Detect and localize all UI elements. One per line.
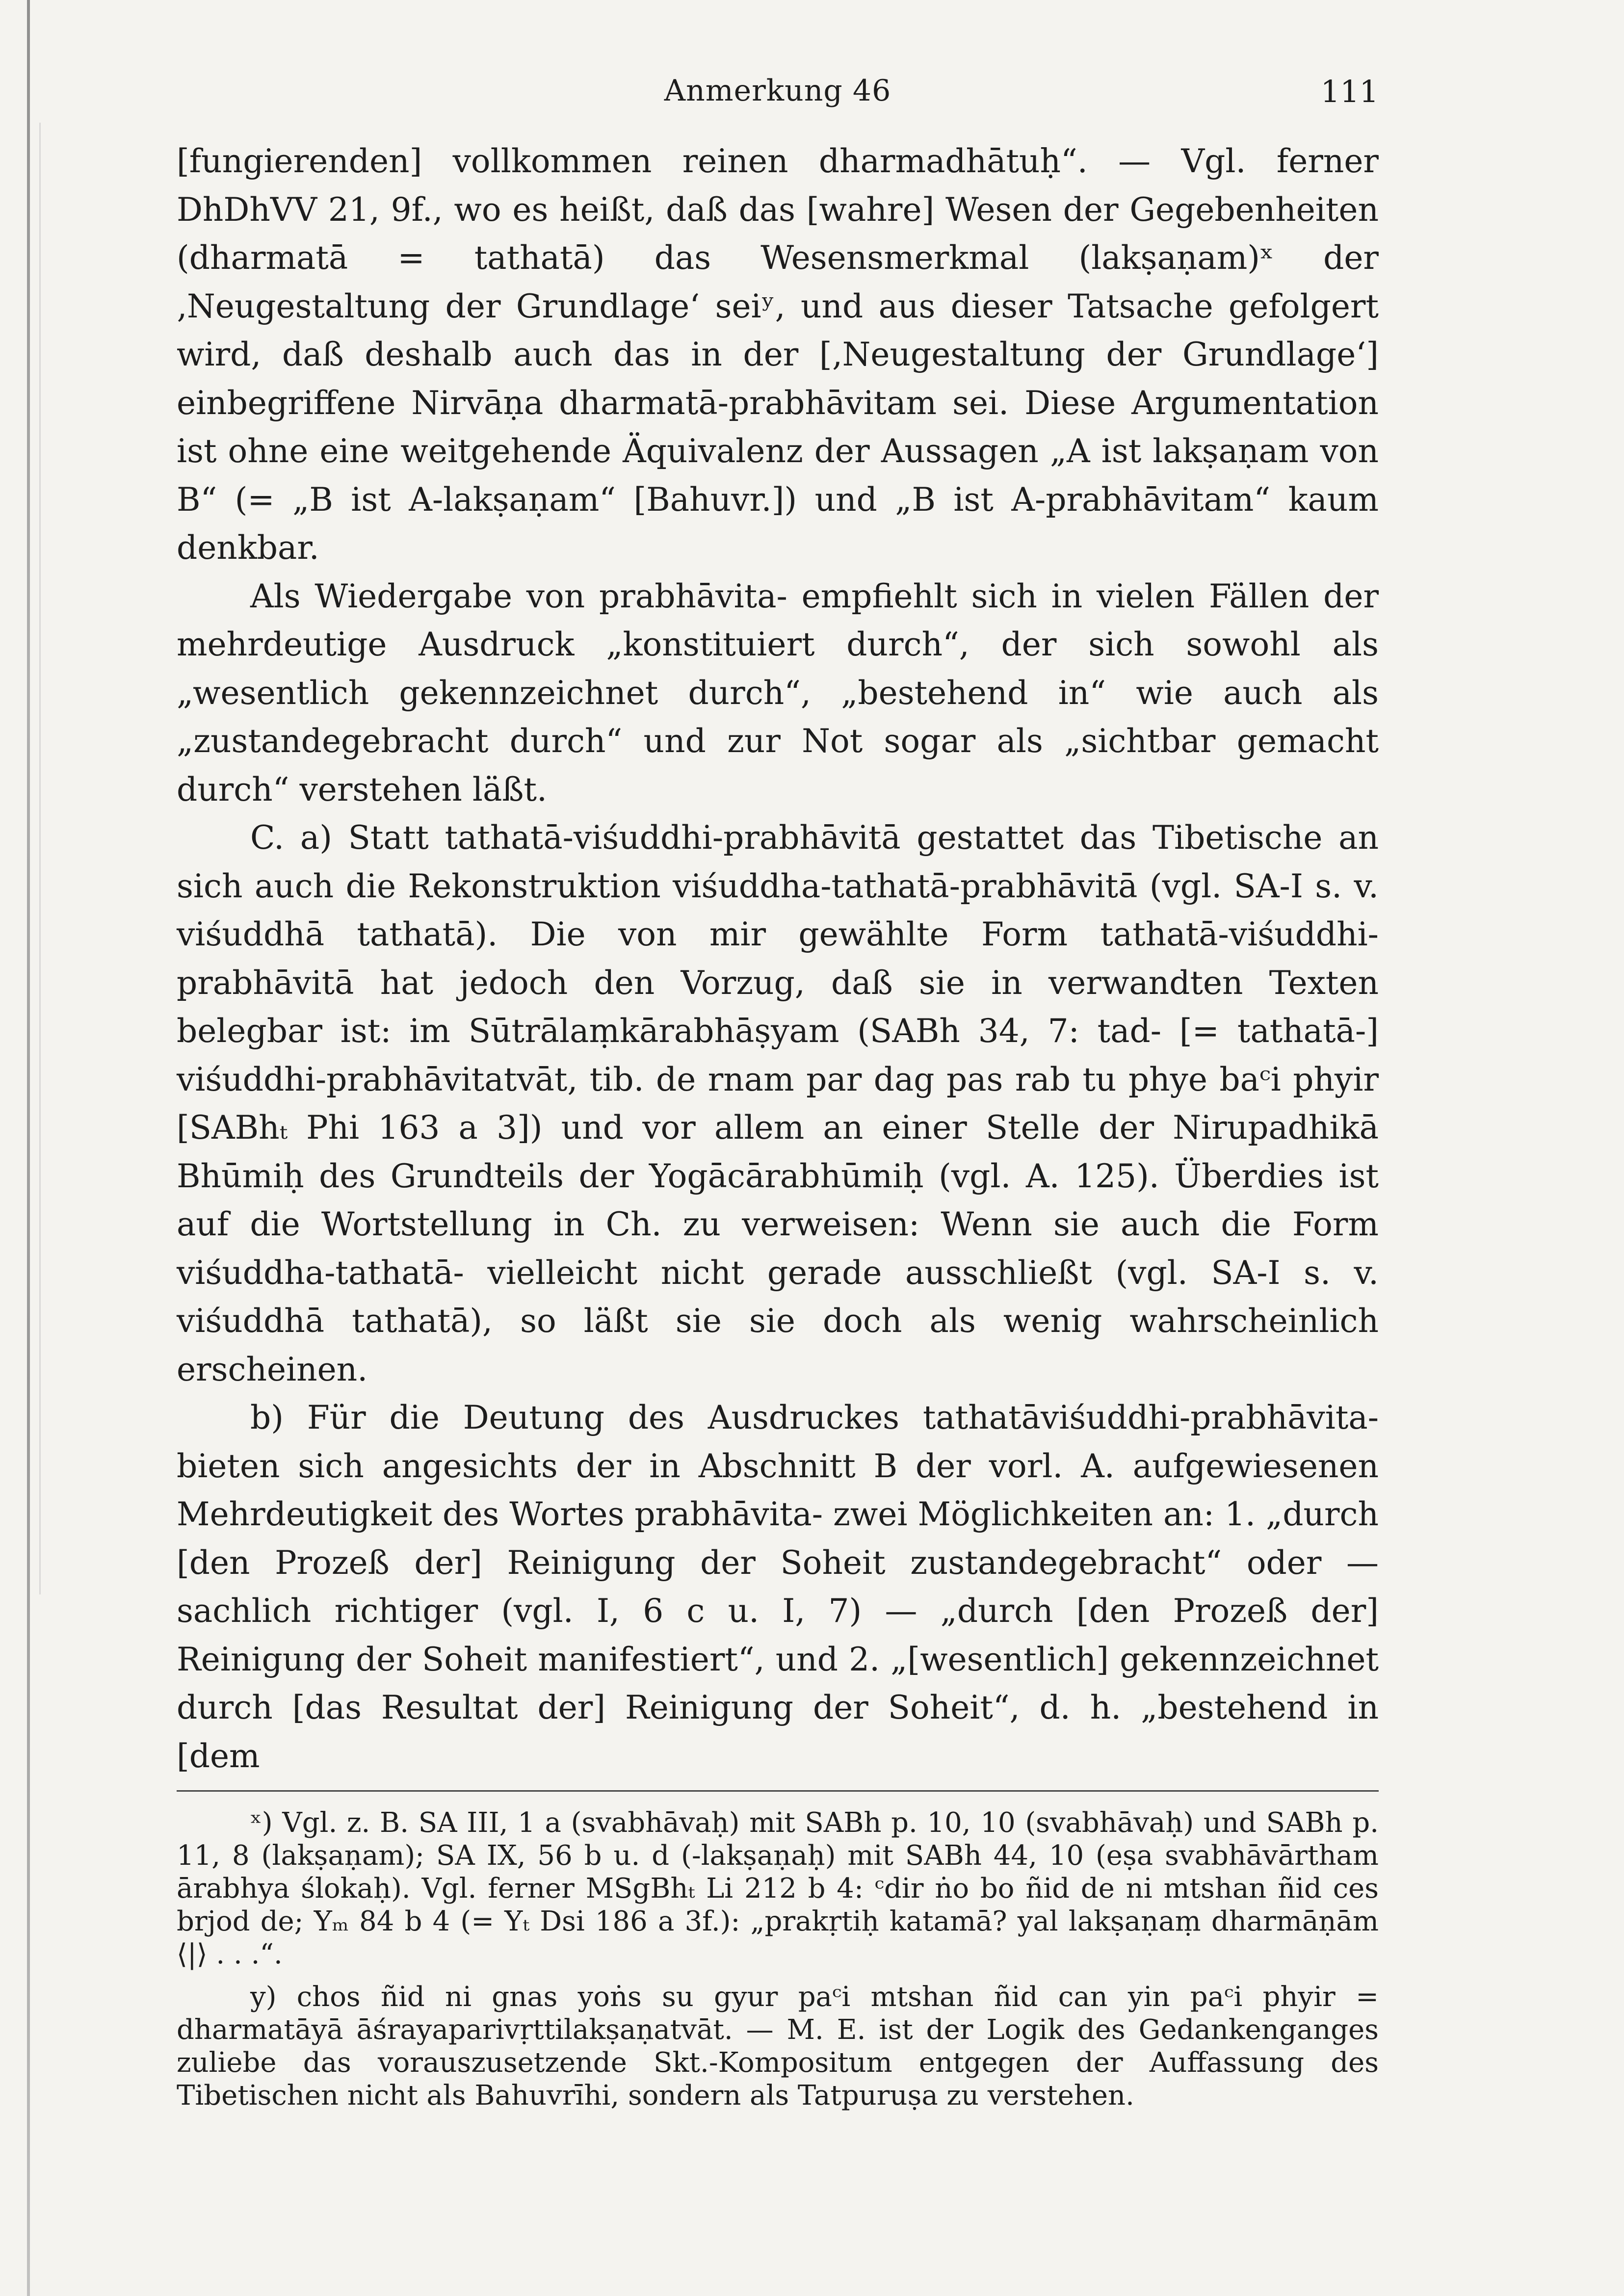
book-spine-edge xyxy=(27,0,30,2296)
book-page xyxy=(177,64,1379,2112)
paragraph-4: b) Für die Deutung des Ausdruckes tathatāviśuddhi-prabhāvita- bieten sich angesichts der in Abschnitt B der vorl. A. aufgewiesenen Mehrdeutigkeit des Wortes prabhāvita- zwei Möglichkeiten an: 1. „durch [den Prozeß der] Reinigung der Soheit zustandegebracht“ oder — sachlich richtiger (vgl. I, 6 c u. I, 7) — „durch [den Prozeß der] Reinigung der Soheit manifestiert“, und 2. „[wesentlich] gekennzeichnet durch [das Resultat der] Reinigung der Soheit“, d. h. „bestehend in [dem xyxy=(177,1399,1379,1775)
paragraph-3: C. a) Statt tathatā-viśuddhi-prabhāvitā gestattet das Tibetische an sich auch die Rekonstruktion viśuddha-tathatā-prabhāvitā (vgl. SA-I s. v. viśuddhā tathatā). Die von mir gewählte Form tathatā-viśuddhi-prabhāvitā hat jedoch den Vorzug, daß sie in verwandten Texten belegbar ist: im Sūtrālaṃkārabhāṣyam (SABh 34, 7: tad- [= tathatā-] viśuddhi-prabhāvitatvāt, tib. de rnam par dag pas rab tu phye baᶜi phyir [SABhₜ Phi 163 a 3]) und vor allem an einer Stelle der Nirupadhikā Bhūmiḥ des Grundteils der Yogācārabhūmiḥ (vgl. A. 125). Überdies ist auf die Wortstellung in Ch. zu verweisen: Wenn sie auch die Form viśuddha-tathatā- vielleicht nicht gerade ausschließt (vgl. SA-I s. v. viśuddhā tathatā), so läßt sie sie doch als wenig wahrscheinlich erscheinen. xyxy=(177,819,1379,1388)
paragraph-2: Als Wiedergabe von prabhāvita- empfiehlt sich in vielen Fällen der mehrdeutige Ausdruck „konstituiert durch“, der sich sowohl als „wesentlich gekennzeichnet durch“, „bestehend in“ wie auch als „zustandegebracht durch“ und zur Not sogar als „sichtbar gemacht durch“ verstehen läßt. xyxy=(177,577,1379,809)
footnote-separator xyxy=(177,1790,1379,1792)
page-number: 111 xyxy=(1320,74,1379,109)
paragraph-1: [fungierenden] vollkommen reinen dharmadhātuḥ“. — Vgl. ferner DhDhVV 21, 9f., wo es heißt, daß das [wahre] Wesen der Gegebenheiten (dharmatā = tathatā) das Wesensmerkmal (lakṣaṇam)ˣ der ‚Neugestaltung der Grundlage‘ seiʸ, und aus dieser Tatsache gefolgert wird, daß deshalb auch das in der [‚Neugestaltung der Grundlage‘] einbegriffene Nirvāṇa dharmatā-prabhāvitam sei. Diese Argumentation ist ohne eine weitgehende Äquivalenz der Aussagen „A ist lakṣaṇam von B“ (= „B ist A-lakṣaṇam“ [Bahuvr.]) und „B ist A-prabhāvitam“ kaum denkbar. xyxy=(177,142,1379,567)
page-shadow xyxy=(39,123,41,1594)
page-header xyxy=(177,64,1379,137)
footnote-x: ˣ) Vgl. z. B. SA III, 1 a (svabhāvaḥ) mit SABh p. 10, 10 (svabhāvaḥ) und SABh p. 11, 8 (lakṣaṇam); SA IX, 56 b u. d (-lakṣaṇaḥ) mit SABh 44, 10 (eṣa svabhāvārtham ārabhya ślokaḥ). Vgl. ferner MSgBhₜ Li 212 b 4: ᶜdir ṅo bo ñid de ni mtshan ñid ces brjod de; Yₘ 84 b 4 (= Yₜ Dsi 186 a 3f.): „prakṛtiḥ katamā? yal lakṣaṇaṃ dharmāṇām ⟨|⟩ . . .“. xyxy=(177,1807,1379,1970)
running-head: Anmerkung 46 xyxy=(664,74,891,108)
main-text xyxy=(177,137,1379,1780)
footnote-y: y) chos ñid ni gnas yoṅs su gyur paᶜi mtshan ñid can yin paᶜi phyir = dharmatāyā āśrayaparivṛttilakṣaṇatvāt. — M. E. ist der Logik des Gedankenganges zuliebe das vorauszusetzende Skt.-Kompositum entgegen der Auffassung des Tibetischen nicht als Bahuvrīhi, sondern als Tatpuruṣa zu verstehen. xyxy=(177,1981,1379,2112)
footnotes xyxy=(177,1806,1379,2112)
